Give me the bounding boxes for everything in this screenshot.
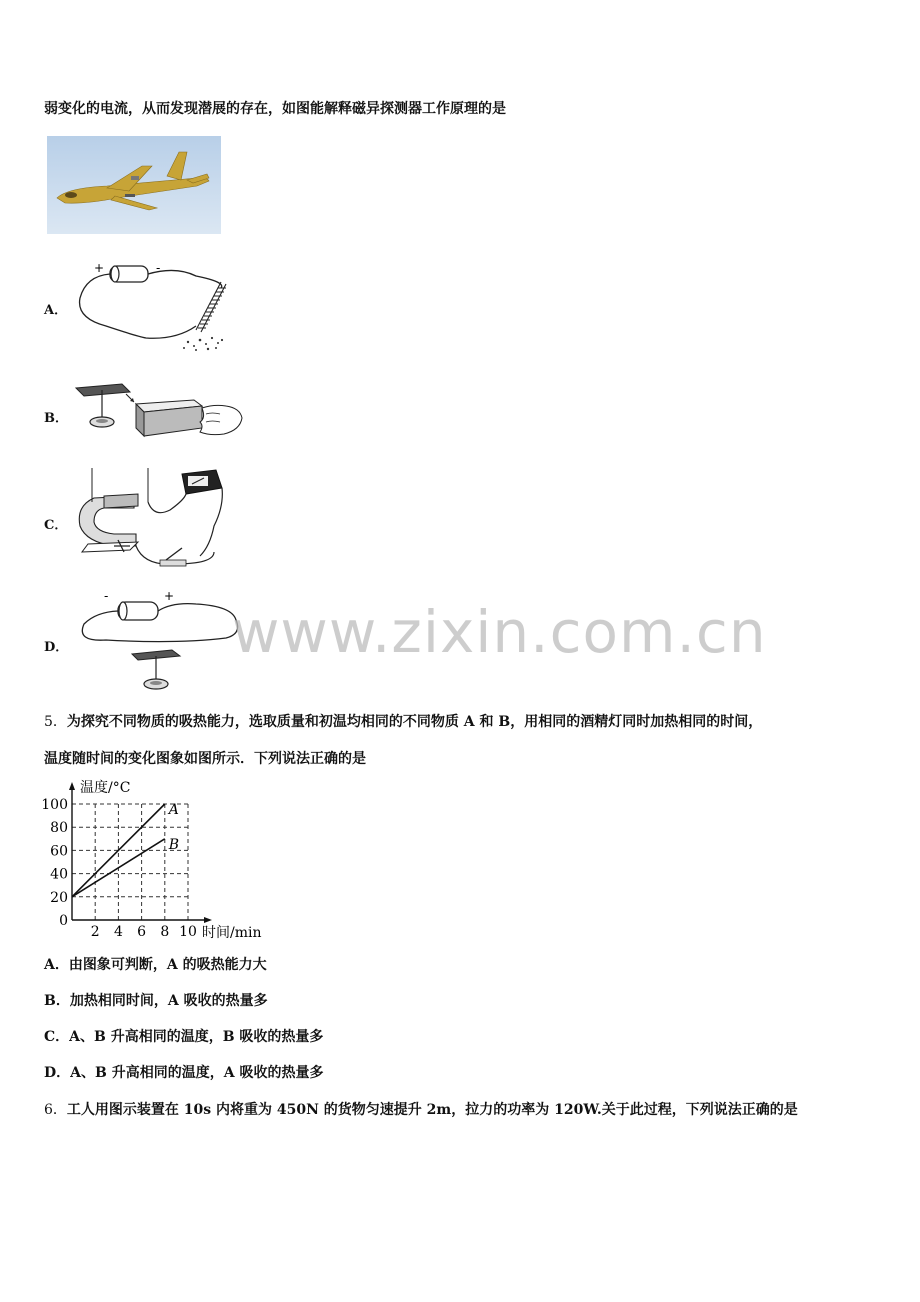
q4-option-c-figure: [74, 466, 244, 580]
watermark: www.zixin.com.cn: [232, 598, 767, 666]
q5-number: 5．: [44, 714, 67, 730]
intro-text: 弱变化的电流，从而发现潜展的存在，如图能解释磁异探测器工作原理的是: [44, 101, 506, 117]
x-tick-label: 10: [179, 924, 197, 940]
q4-option-b-figure: [74, 378, 244, 452]
q5-text: 为探究不同物质的吸热能力，选取质量和初温均相同的不同物质 A 和 B，用相同的酒精灯同时加热相同的时间，: [66, 714, 763, 730]
x-axis-title: 时间/min: [202, 925, 262, 941]
y-tick-label: 0: [59, 913, 68, 929]
q4-option-c-label[interactable]: C．: [44, 518, 68, 533]
q5-option-d-label: D．: [44, 1065, 71, 1081]
plus-sign: +: [94, 261, 105, 275]
q5-text-line1: [44, 711, 762, 731]
q5-option-a-label: A．: [44, 957, 69, 973]
q6-text-line: [44, 1099, 798, 1119]
compass-needle-icon: [76, 384, 130, 427]
series-label-b: B: [168, 836, 180, 853]
plus-sign: +: [164, 589, 175, 603]
q5-option-b-text: 加热相同时间，A 吸收的热量多: [69, 993, 268, 1009]
galvanometer-icon: [182, 470, 222, 494]
y-tick-label: 60: [50, 843, 68, 860]
bar-magnet-icon: [136, 400, 202, 436]
airplane-photo: [47, 136, 221, 238]
y-tick-label: 40: [50, 866, 68, 883]
q5-option-d-text: A、B 升高相同的温度，A 吸收的热量多: [70, 1065, 324, 1081]
x-tick-label: 4: [113, 924, 123, 940]
q4-option-b-label[interactable]: B．: [44, 411, 68, 426]
q5-option-c-label: C．: [44, 1029, 70, 1045]
hand-icon: [200, 405, 242, 434]
switch-icon: [160, 548, 186, 566]
q4-option-a-figure: [76, 258, 236, 360]
horseshoe-magnet-icon: [79, 494, 138, 546]
q5-option-b-label: B．: [44, 993, 70, 1009]
q4-option-d-figure: [76, 584, 246, 700]
y-tick-label: 80: [50, 820, 68, 837]
x-tick-label: 2: [90, 924, 100, 940]
temperature-time-chart: [40, 776, 280, 950]
q5-text-line2: 温度随时间的变化图象如图所示．下列说法正确的是: [44, 751, 366, 767]
y-tick-label: 20: [50, 889, 68, 906]
q5-option-d[interactable]: [44, 1062, 323, 1082]
battery-icon: [118, 602, 158, 620]
q5-option-c-text: A、B 升高相同的温度，B 吸收的热量多: [69, 1029, 324, 1045]
minus-sign: -: [104, 589, 109, 603]
q5-option-a-text: 由图象可判断，A 的吸热能力大: [68, 957, 267, 973]
y-tick-label: 100: [41, 797, 68, 813]
q5-option-a[interactable]: [44, 954, 267, 974]
minus-sign: -: [156, 261, 161, 275]
q5-option-b[interactable]: [44, 990, 268, 1010]
battery-icon: [110, 266, 148, 282]
x-axis-arrow: [204, 917, 212, 923]
x-tick-label: 6: [137, 924, 147, 940]
q6-number: 6．: [44, 1102, 67, 1118]
x-tick-label: 8: [160, 924, 170, 940]
y-axis-title: 温度/°C: [80, 780, 131, 796]
compass-needle-icon: [132, 650, 180, 689]
y-axis-arrow: [69, 782, 75, 790]
coil-icon: [196, 282, 226, 332]
iron-filings-icon: [183, 337, 223, 351]
series-label-a: A: [168, 802, 179, 818]
q4-option-d-label[interactable]: D．: [44, 640, 69, 655]
q5-option-c[interactable]: [44, 1026, 323, 1046]
q4-option-a-label[interactable]: A．: [44, 303, 68, 318]
q6-text: 工人用图示装置在 10s 内将重为 450N 的货物匀速提升 2m，拉力的功率为 120W.关于此过程，下列说法正确的是: [66, 1102, 798, 1118]
